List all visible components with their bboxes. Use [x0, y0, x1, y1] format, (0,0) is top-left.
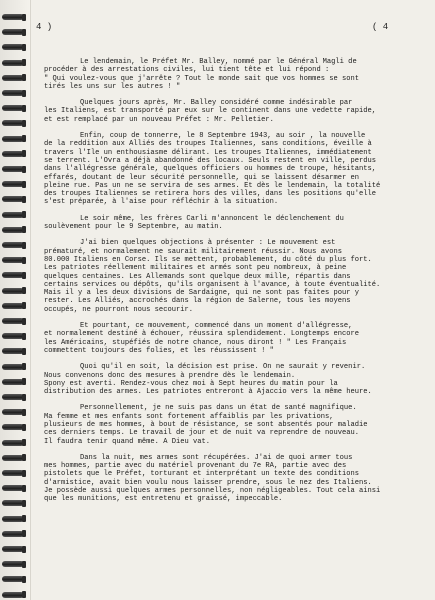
binding-hole [22, 409, 26, 416]
text-line: ces derniers temps. Le travail de jour et de nuit va reprendre de nouveau. [44, 429, 360, 438]
text-line: mes hommes, partie avec du matériel provenant du 7e RA, partie avec des [44, 462, 347, 471]
binding-ring [2, 333, 24, 339]
binding-hole [22, 424, 26, 431]
binding-ring [2, 394, 24, 400]
binding-ring [2, 120, 24, 126]
binding-ring [2, 90, 24, 96]
text-line: dans l'allégresse générale, quelques officiers ou hommes de troupe, hésitants, [44, 165, 377, 174]
binding-ring [2, 242, 24, 248]
binding-hole [22, 29, 26, 36]
binding-hole [22, 591, 26, 598]
paragraph [44, 454, 388, 504]
text-line: occupés, ne pourront nous secourir. [44, 305, 193, 314]
text-line: soulèvement pour le 9 Septembre, au matin. [44, 223, 223, 232]
paragraph [44, 215, 388, 232]
binding-ring [2, 561, 24, 567]
binding-hole [22, 561, 26, 568]
binding-hole [22, 242, 26, 249]
text-line: J'ai bien quelques objections à présenter : Le mouvement est [80, 239, 336, 248]
text-line: certains services ou dépôts, qu'ils organisent à l'avance, à toute éventualité. [44, 280, 381, 289]
text-line: 80.000 Italiens en Corse. Ils se mettent, probablement, du côté du plus fort. [44, 255, 372, 264]
document-body [44, 58, 388, 512]
paragraph [44, 363, 388, 396]
binding-ring [2, 364, 24, 370]
text-line: les Américains, stupéfiés de notre chance, nous diront ! " Les Français [44, 338, 347, 347]
text-line: plusieurs de mes hommes, à bout de résistance, se sont absentés pour maladie [44, 420, 368, 429]
text-line: Le soir même, les frères Carli m'annoncent le déclenchement du [80, 214, 344, 223]
binding-ring [2, 196, 24, 202]
text-line: tirés les uns sur les autres ! " [44, 82, 181, 91]
text-line: Mais il y a les deux divisions de Sardaigne, qui ne sont pas faites pour y [44, 289, 360, 298]
paragraph [44, 132, 388, 207]
text-line: Nous convenons donc des mesures à prendre dès le lendemain. [44, 371, 296, 380]
binding-hole [22, 257, 26, 264]
binding-hole [22, 181, 26, 188]
text-line: commettent toujours des folies, et les réussissent ! " [44, 346, 274, 355]
binding-ring [2, 576, 24, 582]
paragraph [44, 239, 388, 314]
page-number-right: ( 4 [372, 22, 389, 32]
binding-hole [22, 576, 26, 583]
binding-hole [22, 454, 26, 461]
binding-hole [22, 226, 26, 233]
binding-ring [2, 75, 24, 81]
binding-ring [2, 257, 24, 263]
page-number-left: 4 ) [36, 22, 53, 32]
binding-hole [22, 14, 26, 21]
text-line: se terrent. L'Ovra a déjà abandonné des locaux. Seuls restent en ville, perdus [44, 156, 377, 165]
binding-hole [22, 378, 26, 385]
binding-ring [2, 166, 24, 172]
binding-ring [2, 546, 24, 552]
binding-hole [22, 302, 26, 309]
binding-ring [2, 379, 24, 385]
binding-ring [2, 29, 24, 35]
binding-hole [22, 90, 26, 97]
binding-hole [22, 105, 26, 112]
text-line: Quoi qu'il en soit, la décision est prise. On ne saurait y revenir. [80, 363, 366, 372]
text-line: Je possède aussi quelques armes personnelles, non négligeables. Tout cela ainsi [44, 487, 381, 496]
binding-ring [2, 212, 24, 218]
binding-ring [2, 424, 24, 430]
text-line: Quelques jours après, Mr. Balley considéré comme indésirable par [80, 99, 353, 108]
text-line: et normalement destiné à échouer, réussira splendidement. Longtemps encore [44, 330, 360, 339]
text-line: procéder à des arrestations civiles, lui tient tête et lui répond : [44, 66, 330, 75]
spiral-binding [0, 0, 31, 600]
binding-hole [22, 44, 26, 51]
binding-ring [2, 455, 24, 461]
binding-ring [2, 470, 24, 476]
text-line: Et pourtant, ce mouvement, commencé dans un moment d'allégresse, [80, 322, 353, 331]
text-line: Personnellement, je ne suis pas dans un état de santé magnifique. [80, 404, 357, 413]
binding-ring [2, 181, 24, 187]
binding-hole [22, 272, 26, 279]
text-line: pleine rue. Pas un ne se servira de ses armes. Et dès le lendemain, la totalité [44, 181, 381, 190]
paragraph [44, 99, 388, 124]
binding-hole [22, 546, 26, 553]
text-line: pistolets que le Préfet, torturant et interprétant un texte des conditions [44, 470, 360, 479]
binding-hole [22, 439, 26, 446]
text-line: Les patriotes réellement militaires et armés sont peu nombreux, à peine [44, 264, 347, 273]
binding-ring [2, 14, 24, 20]
binding-ring [2, 227, 24, 233]
binding-hole [22, 530, 26, 537]
binding-hole [22, 394, 26, 401]
text-line: travers l'Ile un enthousiasme délirant. Les troupes Italiennes, immédiatement [44, 148, 372, 157]
binding-hole [22, 211, 26, 218]
binding-hole [22, 348, 26, 355]
binding-hole [22, 196, 26, 203]
binding-ring [2, 409, 24, 415]
text-line: distribution des armes. Les patriotes entreront à Ajaccio vers la même heure. [44, 388, 372, 397]
text-line: Enfin, coup de tonnerre, le 8 Septembre 1943, au soir , la nouvelle [80, 132, 366, 141]
paragraph [44, 404, 388, 445]
binding-ring [2, 105, 24, 111]
binding-hole [22, 120, 26, 127]
text-line: des troupes Italiennes se retirera hors des villes, dans les positions qu'elle [44, 190, 377, 199]
binding-hole [22, 74, 26, 81]
binding-ring [2, 136, 24, 142]
binding-ring [2, 592, 24, 598]
binding-ring [2, 348, 24, 354]
binding-hole [22, 515, 26, 522]
binding-ring [2, 516, 24, 522]
binding-hole [22, 500, 26, 507]
text-line: Dans la nuit, mes armes sont récupérées. J'ai de quoi armer tous [80, 453, 353, 462]
binding-ring [2, 272, 24, 278]
binding-ring [2, 531, 24, 537]
binding-ring [2, 318, 24, 324]
binding-ring [2, 500, 24, 506]
text-line: " Qui voulez-vous que j'arrête ? Tout le monde sait que vos hommes se sont [44, 74, 360, 83]
text-line: prématuré, et normalement ne saurait militairement réussir. Nous avons [44, 247, 342, 256]
binding-hole [22, 333, 26, 340]
binding-hole [22, 287, 26, 294]
text-line: rester. Les Alliés, accrochés dans la région de Salerne, tous les moyens [44, 297, 351, 306]
binding-hole [22, 363, 26, 370]
binding-ring [2, 60, 24, 66]
binding-ring [2, 44, 24, 50]
paragraph [44, 322, 388, 355]
binding-ring [2, 303, 24, 309]
text-line: quelques centaines. Les Allemands sont quelque deux mille, répartis dans [44, 272, 351, 281]
text-line: de la reddition aux Alliés des troupes Italiennes, sans conditions, éveille à [44, 140, 372, 149]
text-line: d'armistice, avait bien voulu nous laisser prendre, sous le nez des Italiens. [44, 478, 372, 487]
binding-hole [22, 150, 26, 157]
text-line: s'est préparée, à l'aise pour réfléchir à la situation. [44, 198, 279, 207]
binding-ring [2, 440, 24, 446]
text-line: que les munitions, est entretenu et graissé, impeccable. [44, 495, 283, 504]
text-line: Le lendemain, le Préfet Mr. Balley, nommé par le Général Magli de [80, 58, 357, 66]
binding-hole [22, 318, 26, 325]
binding-hole [22, 485, 26, 492]
binding-hole [22, 470, 26, 477]
text-line: effarés, doutant de leur sécurité personnelle, qui se laissent désarmer en [44, 173, 360, 182]
binding-ring [2, 151, 24, 157]
binding-ring [2, 288, 24, 294]
binding-hole [22, 166, 26, 173]
text-line: les Italiens, est transporté par eux sur le continent dans une vedette rapide, [44, 107, 377, 116]
text-line: Spony est averti. Rendez-vous chez moi à Sept heures du matin pour la [44, 379, 338, 388]
text-line: et est remplacé par un nouveau Préfet : Mr. Pelletier. [44, 115, 274, 124]
text-line: Ma femme et mes enfants sont fortement affaiblis par les privations, [44, 412, 334, 421]
binding-ring [2, 485, 24, 491]
paragraph [44, 58, 388, 91]
binding-hole [22, 135, 26, 142]
text-line: Il faudra tenir quand même. A Dieu vat. [44, 437, 211, 446]
binding-hole [22, 59, 26, 66]
